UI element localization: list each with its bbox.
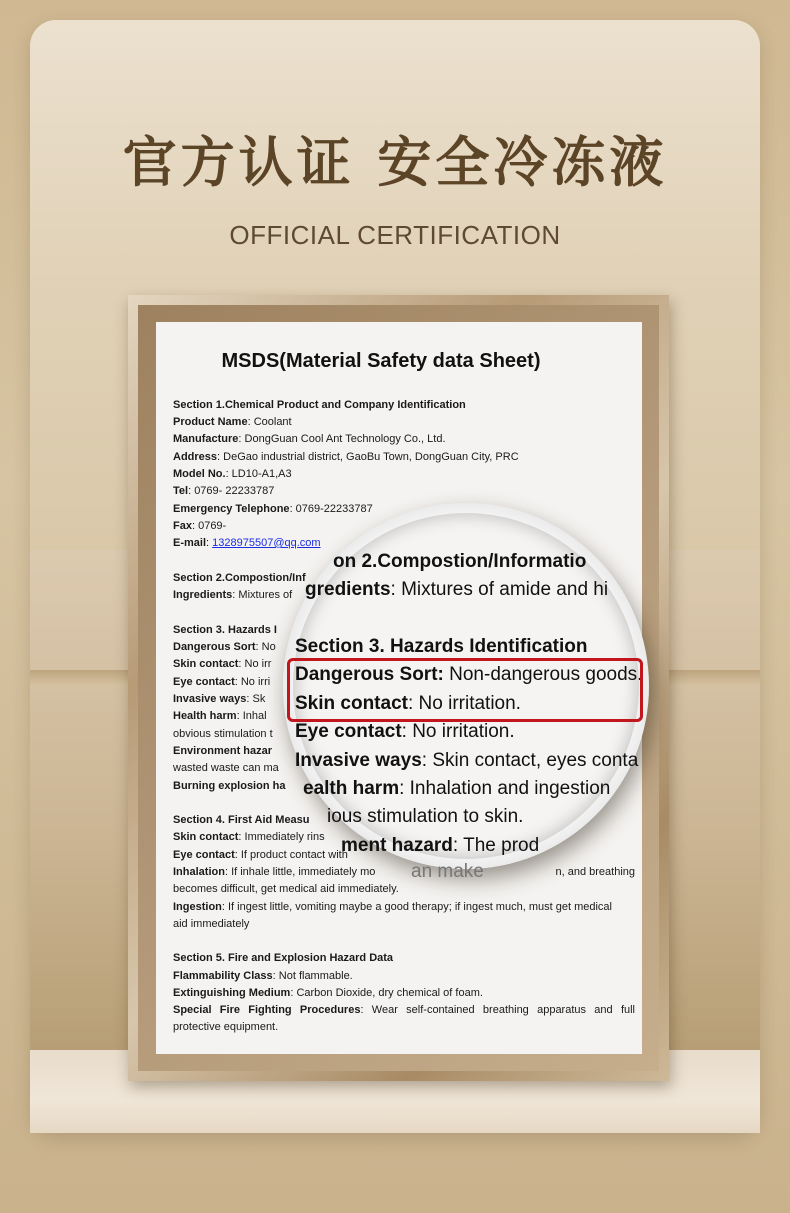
zoom-skin-row: Skin contact: No irritation. <box>295 693 521 714</box>
email-link[interactable]: 1328975507@qq.com <box>212 537 321 549</box>
document-title: MSDS(Material Safety data Sheet) <box>221 350 541 372</box>
inhalation-row: Inhalation: If inhale little, immediately mo n, and breathing <box>173 866 635 878</box>
zoom-ingredients-row: gredients: Mixtures of amide and hi <box>305 579 609 600</box>
zoom-section3-heading: Section 3. Hazards Identification <box>295 636 588 657</box>
fax-row: Fax: 0769- <box>173 520 227 532</box>
dangerous-sort-row: Dangerous Sort: No <box>173 641 276 653</box>
first-aid-skin-row: Skin contact: Immediately rins <box>173 831 325 843</box>
page-title-cn: 官方认证 安全冷冻液 <box>122 131 668 194</box>
health-harm-cont: obvious stimulation t <box>173 728 273 740</box>
first-aid-eye-row: Eye contact: If product contact with <box>173 849 348 861</box>
skin-contact-row: Skin contact: No irr <box>173 658 272 670</box>
eye-contact-row: Eye contact: No irri <box>173 676 271 688</box>
manufacture-row: Manufacture: DongGuan Cool Ant Technology Co., Ltd. <box>173 433 446 445</box>
section3-heading: Section 3. Hazards I <box>173 624 277 636</box>
ingredients-row: Ingredients: Mixtures of <box>173 589 293 601</box>
special-procedures-row: Special Fire Fighting Procedures: Wear self-contained breathing apparatus and full <box>173 1004 635 1016</box>
environment-hazard-cont: wasted waste can ma <box>173 762 279 774</box>
flammability-row: Flammability Class: Not flammable. <box>173 970 353 982</box>
model-row: Model No.: LD10-A1,A3 <box>173 468 292 480</box>
tel-row: Tel: 0769- 22233787 <box>173 485 275 497</box>
special-procedures-cont: protective equipment. <box>173 1021 279 1033</box>
ingestion-row: Ingestion: If ingest little, vomiting maybe a good therapy; if ingest much, must get medical <box>173 901 612 913</box>
invasive-ways-row: Invasive ways: Sk <box>173 693 266 705</box>
zoom-health-row: ealth harm: Inhalation and ingestion <box>303 778 611 799</box>
section5-heading: Section 5. Fire and Explosion Hazard Data <box>173 952 394 964</box>
zoom-eye-row: Eye contact: No irritation. <box>295 721 515 742</box>
inhalation-cont: becomes difficult, get medical aid immediately. <box>173 883 399 895</box>
zoom-invasive-row: Invasive ways: Skin contact, eyes conta <box>295 750 639 771</box>
burning-explosion-row: Burning explosion ha <box>173 780 286 792</box>
zoom-health-cont: ious stimulation to skin. <box>327 806 524 827</box>
address-row: Address: DeGao industrial district, GaoBu Town, DongGuan City, PRC <box>173 451 519 463</box>
zoom-env-row: ment hazard: The prod <box>341 835 540 856</box>
page-title-en: OFFICIAL CERTIFICATION <box>229 220 561 250</box>
emergency-row: Emergency Telephone: 0769-22233787 <box>173 503 373 515</box>
zoom-section2-heading: on 2.Compostion/Informatio <box>333 551 587 572</box>
ingestion-cont: aid immediately <box>173 918 250 930</box>
zoom-dangerous-row: Dangerous Sort: Non-dangerous goods. <box>295 664 643 685</box>
email-row: E-mail: 1328975507@qq.com <box>173 537 321 549</box>
product-name-row: Product Name: Coolant <box>173 416 292 428</box>
section2-heading: Section 2.Compostion/Inf <box>173 572 306 584</box>
zoom-inhalation-row: an make <box>411 861 484 882</box>
highlight-box <box>287 658 643 722</box>
environment-hazard-row: Environment hazar <box>173 745 273 757</box>
section4-heading: Section 4. First Aid Measu <box>173 814 310 826</box>
extinguishing-row: Extinguishing Medium: Carbon Dioxide, dry chemical of foam. <box>173 987 483 999</box>
health-harm-row: Health harm: Inhal <box>173 710 267 722</box>
section1-heading: Section 1.Chemical Product and Company Identification <box>173 399 466 411</box>
